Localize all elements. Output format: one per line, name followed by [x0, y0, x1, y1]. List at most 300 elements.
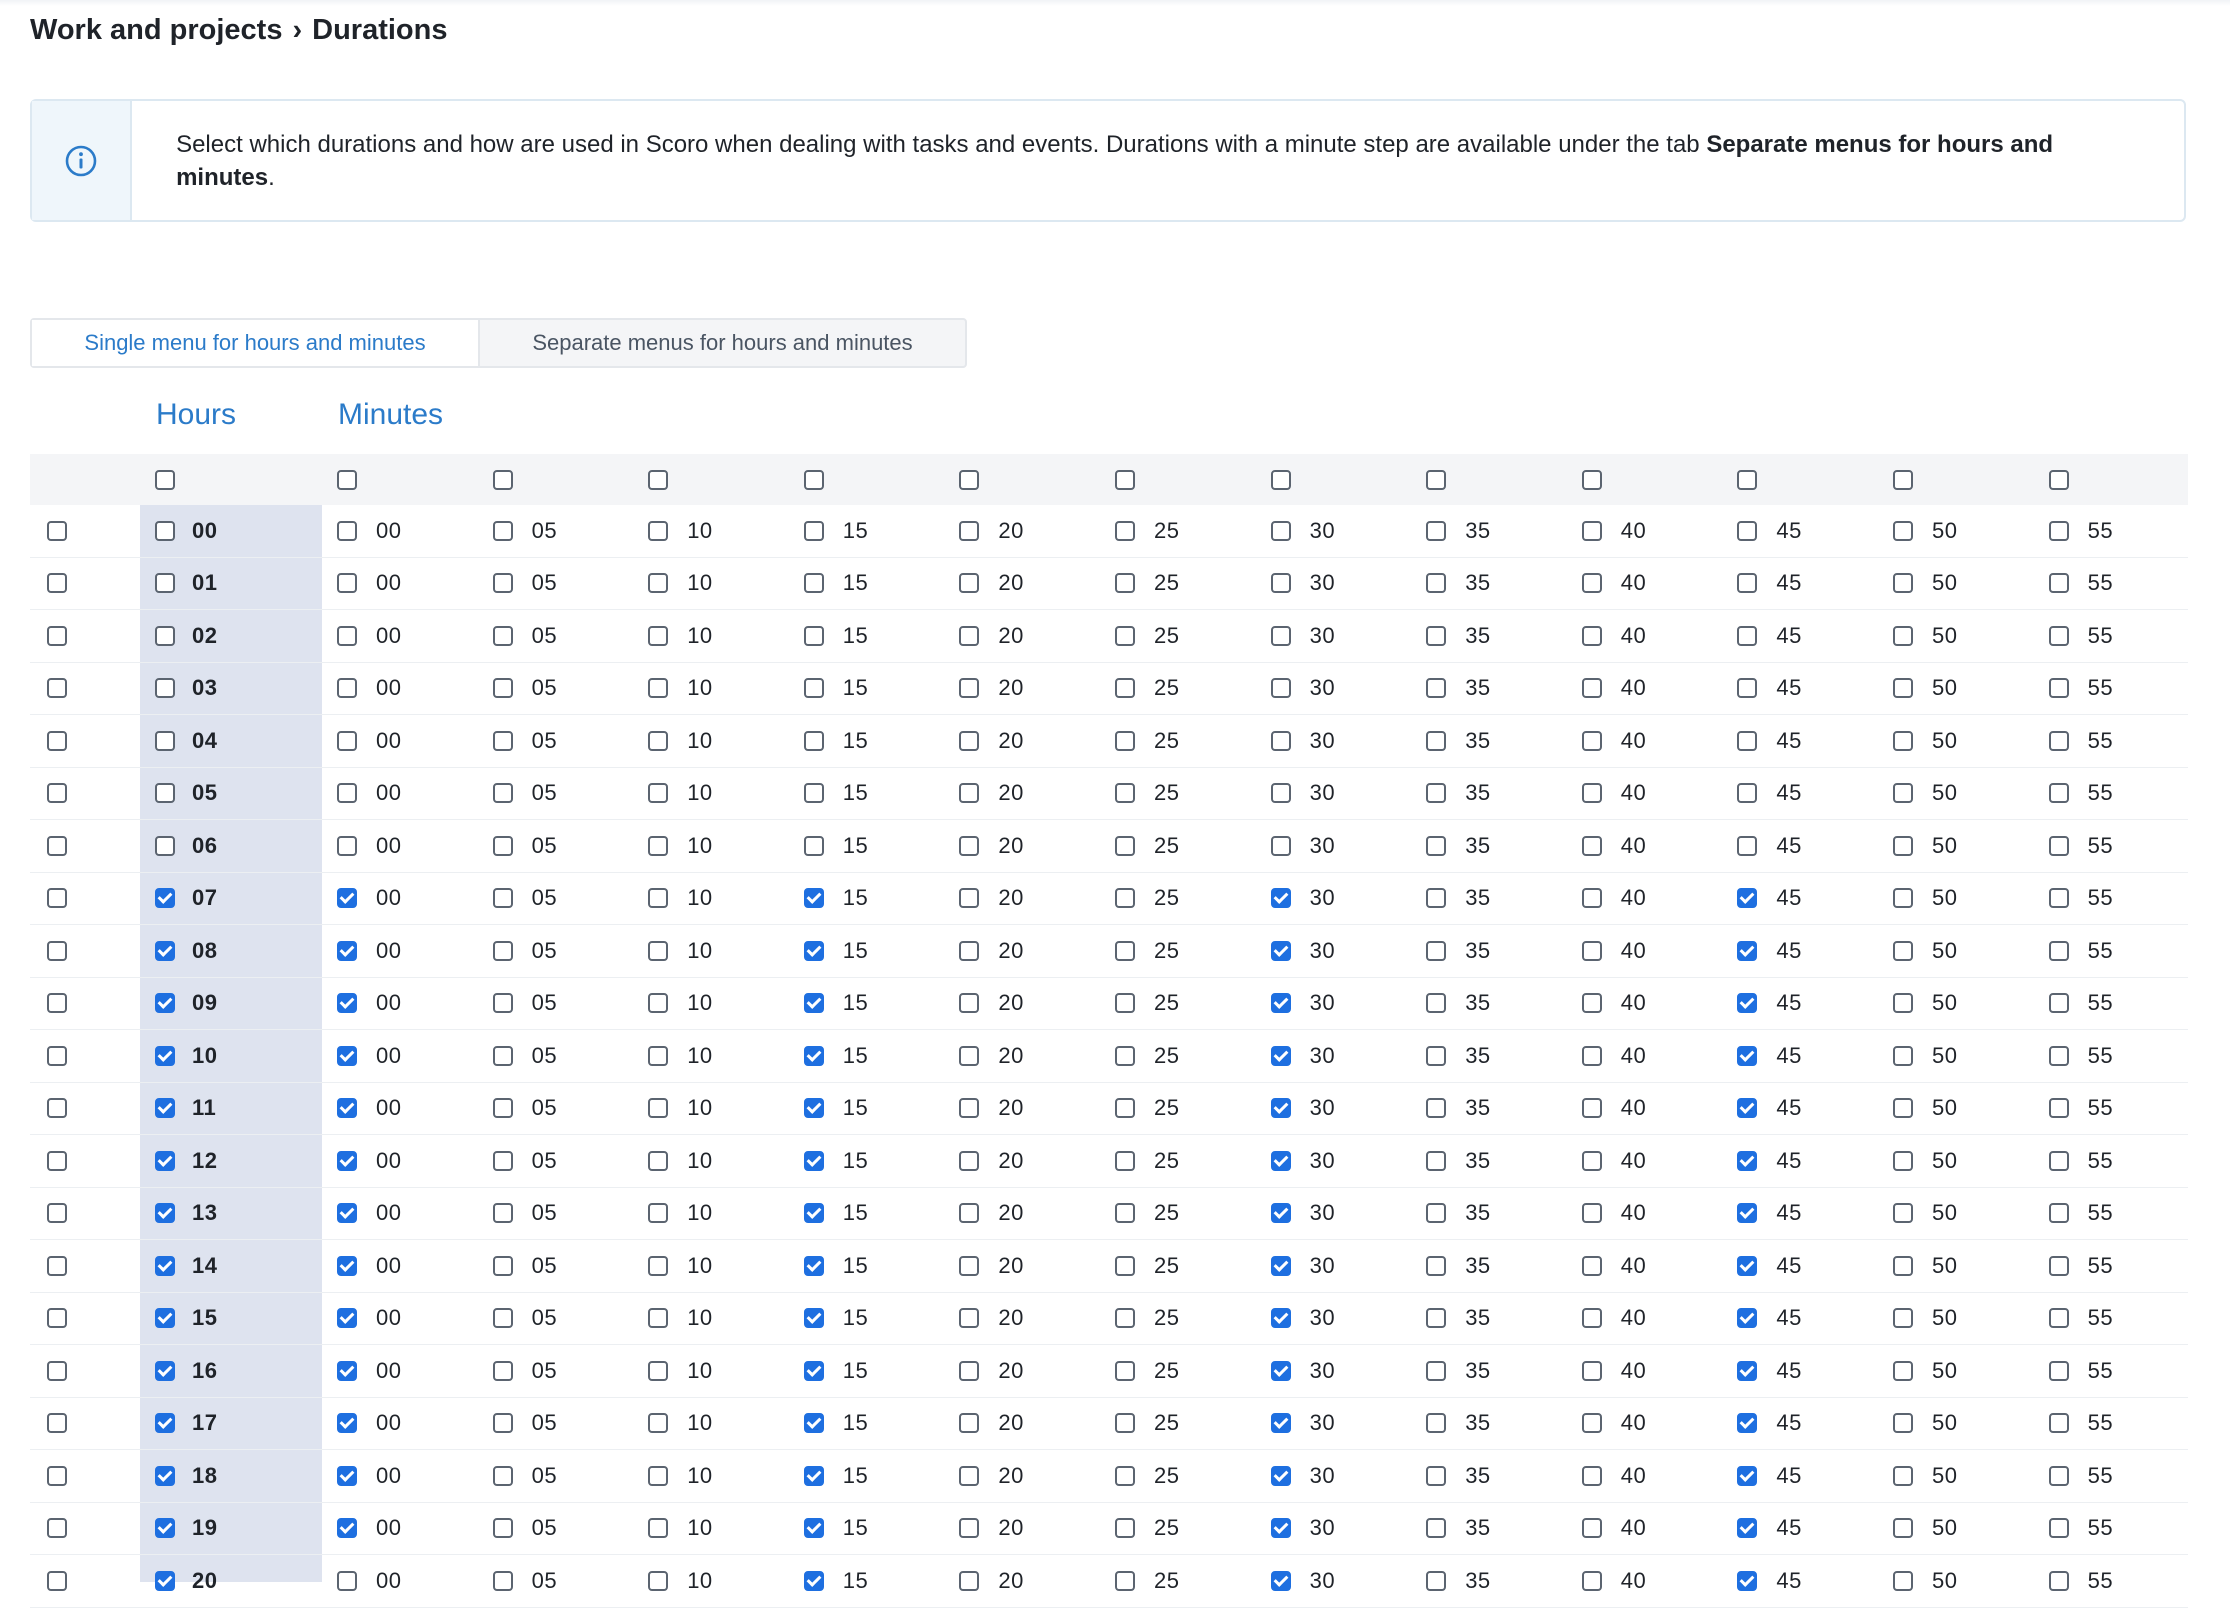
minute-checkbox[interactable]	[1737, 836, 1757, 856]
minute-checkbox[interactable]	[1271, 1571, 1291, 1591]
minute-checkbox[interactable]	[1271, 731, 1291, 751]
minute-checkbox[interactable]	[804, 1361, 824, 1381]
minute-checkbox[interactable]	[1737, 941, 1757, 961]
minute-checkbox[interactable]	[2049, 1308, 2069, 1328]
select-all-minute-00-checkbox[interactable]	[337, 470, 357, 490]
select-all-minute-55-checkbox[interactable]	[2049, 470, 2069, 490]
hour-checkbox[interactable]	[155, 1518, 175, 1538]
minute-checkbox[interactable]	[1115, 1098, 1135, 1118]
minute-checkbox[interactable]	[2049, 888, 2069, 908]
row-select-checkbox[interactable]	[47, 993, 67, 1013]
hour-checkbox[interactable]	[155, 1046, 175, 1066]
minute-checkbox[interactable]	[1271, 1098, 1291, 1118]
minute-checkbox[interactable]	[2049, 1413, 2069, 1433]
minute-checkbox[interactable]	[1893, 1361, 1913, 1381]
select-all-minute-30-checkbox[interactable]	[1271, 470, 1291, 490]
minute-checkbox[interactable]	[1582, 626, 1602, 646]
minute-checkbox[interactable]	[1737, 1308, 1757, 1328]
minute-checkbox[interactable]	[648, 836, 668, 856]
minute-checkbox[interactable]	[648, 1203, 668, 1223]
minute-checkbox[interactable]	[1737, 521, 1757, 541]
tab-separate-menus[interactable]: Separate menus for hours and minutes	[532, 330, 913, 355]
minute-checkbox[interactable]	[1271, 1046, 1291, 1066]
minute-checkbox[interactable]	[1426, 836, 1446, 856]
hour-checkbox[interactable]	[155, 1413, 175, 1433]
minute-checkbox[interactable]	[493, 888, 513, 908]
minute-checkbox[interactable]	[2049, 1466, 2069, 1486]
minute-checkbox[interactable]	[2049, 1151, 2069, 1171]
row-select-checkbox[interactable]	[47, 1203, 67, 1223]
minute-checkbox[interactable]	[1582, 941, 1602, 961]
minute-checkbox[interactable]	[2049, 573, 2069, 593]
minute-checkbox[interactable]	[1582, 731, 1602, 751]
minute-checkbox[interactable]	[1271, 1151, 1291, 1171]
minute-checkbox[interactable]	[1426, 1518, 1446, 1538]
minute-checkbox[interactable]	[337, 993, 357, 1013]
minute-checkbox[interactable]	[2049, 836, 2069, 856]
row-select-checkbox[interactable]	[47, 1256, 67, 1276]
hour-checkbox[interactable]	[155, 1098, 175, 1118]
minute-checkbox[interactable]	[1426, 1361, 1446, 1381]
minute-checkbox[interactable]	[1737, 1098, 1757, 1118]
minute-checkbox[interactable]	[1737, 626, 1757, 646]
minute-checkbox[interactable]	[1737, 678, 1757, 698]
row-select-checkbox[interactable]	[47, 521, 67, 541]
hour-checkbox[interactable]	[155, 1361, 175, 1381]
minute-checkbox[interactable]	[1115, 1466, 1135, 1486]
hour-checkbox[interactable]	[155, 1466, 175, 1486]
select-all-minute-35-checkbox[interactable]	[1426, 470, 1446, 490]
minute-checkbox[interactable]	[337, 1571, 357, 1591]
minute-checkbox[interactable]	[1893, 941, 1913, 961]
minute-checkbox[interactable]	[337, 1308, 357, 1328]
minute-checkbox[interactable]	[1426, 1466, 1446, 1486]
minute-checkbox[interactable]	[337, 626, 357, 646]
minute-checkbox[interactable]	[1426, 1256, 1446, 1276]
minute-checkbox[interactable]	[2049, 1098, 2069, 1118]
minute-checkbox[interactable]	[1115, 573, 1135, 593]
minute-checkbox[interactable]	[1426, 731, 1446, 751]
minute-checkbox[interactable]	[959, 626, 979, 646]
minute-checkbox[interactable]	[1115, 626, 1135, 646]
minute-checkbox[interactable]	[1271, 678, 1291, 698]
row-select-checkbox[interactable]	[47, 1518, 67, 1538]
minute-checkbox[interactable]	[648, 521, 668, 541]
minute-checkbox[interactable]	[2049, 678, 2069, 698]
minute-checkbox[interactable]	[959, 783, 979, 803]
minute-checkbox[interactable]	[804, 626, 824, 646]
minute-checkbox[interactable]	[337, 1256, 357, 1276]
minute-checkbox[interactable]	[2049, 1046, 2069, 1066]
hour-checkbox[interactable]	[155, 626, 175, 646]
minute-checkbox[interactable]	[648, 731, 668, 751]
select-all-hours-checkbox[interactable]	[155, 470, 175, 490]
minute-checkbox[interactable]	[804, 888, 824, 908]
row-select-checkbox[interactable]	[47, 783, 67, 803]
minute-checkbox[interactable]	[337, 731, 357, 751]
minute-checkbox[interactable]	[1893, 678, 1913, 698]
minute-checkbox[interactable]	[959, 1308, 979, 1328]
minute-checkbox[interactable]	[1582, 1308, 1602, 1328]
minute-checkbox[interactable]	[1737, 783, 1757, 803]
hour-checkbox[interactable]	[155, 678, 175, 698]
minute-checkbox[interactable]	[2049, 1203, 2069, 1223]
minute-checkbox[interactable]	[1271, 836, 1291, 856]
minute-checkbox[interactable]	[804, 836, 824, 856]
minute-checkbox[interactable]	[804, 783, 824, 803]
minute-checkbox[interactable]	[1582, 1361, 1602, 1381]
minute-checkbox[interactable]	[1115, 1151, 1135, 1171]
minute-checkbox[interactable]	[1115, 993, 1135, 1013]
minute-checkbox[interactable]	[959, 1413, 979, 1433]
minute-checkbox[interactable]	[1893, 1308, 1913, 1328]
minute-checkbox[interactable]	[1115, 521, 1135, 541]
minute-checkbox[interactable]	[959, 1518, 979, 1538]
row-select-checkbox[interactable]	[47, 836, 67, 856]
minute-checkbox[interactable]	[1582, 521, 1602, 541]
row-select-checkbox[interactable]	[47, 1571, 67, 1591]
minute-checkbox[interactable]	[1115, 783, 1135, 803]
hour-checkbox[interactable]	[155, 1308, 175, 1328]
minute-checkbox[interactable]	[959, 1256, 979, 1276]
minute-checkbox[interactable]	[337, 1151, 357, 1171]
row-select-checkbox[interactable]	[47, 626, 67, 646]
minute-checkbox[interactable]	[493, 941, 513, 961]
select-all-minute-10-checkbox[interactable]	[648, 470, 668, 490]
minute-checkbox[interactable]	[493, 1098, 513, 1118]
minute-checkbox[interactable]	[337, 1203, 357, 1223]
minute-checkbox[interactable]	[804, 1518, 824, 1538]
minute-checkbox[interactable]	[337, 941, 357, 961]
minute-checkbox[interactable]	[804, 1308, 824, 1328]
minute-checkbox[interactable]	[959, 573, 979, 593]
minute-checkbox[interactable]	[493, 783, 513, 803]
row-select-checkbox[interactable]	[47, 1308, 67, 1328]
minute-checkbox[interactable]	[804, 1571, 824, 1591]
hour-checkbox[interactable]	[155, 521, 175, 541]
minute-checkbox[interactable]	[1582, 1571, 1602, 1591]
minute-checkbox[interactable]	[648, 1571, 668, 1591]
minute-checkbox[interactable]	[1271, 1203, 1291, 1223]
minute-checkbox[interactable]	[804, 521, 824, 541]
minute-checkbox[interactable]	[1271, 626, 1291, 646]
minute-checkbox[interactable]	[804, 1413, 824, 1433]
minute-checkbox[interactable]	[1271, 1256, 1291, 1276]
minute-checkbox[interactable]	[804, 573, 824, 593]
minute-checkbox[interactable]	[1737, 1046, 1757, 1066]
minute-checkbox[interactable]	[804, 1256, 824, 1276]
minute-checkbox[interactable]	[1737, 888, 1757, 908]
minute-checkbox[interactable]	[1426, 626, 1446, 646]
minute-checkbox[interactable]	[648, 783, 668, 803]
minute-checkbox[interactable]	[337, 573, 357, 593]
minute-checkbox[interactable]	[493, 993, 513, 1013]
minute-checkbox[interactable]	[1271, 1308, 1291, 1328]
minute-checkbox[interactable]	[1271, 1361, 1291, 1381]
minute-checkbox[interactable]	[1271, 993, 1291, 1013]
minute-checkbox[interactable]	[1115, 1413, 1135, 1433]
minute-checkbox[interactable]	[337, 521, 357, 541]
minute-checkbox[interactable]	[1582, 993, 1602, 1013]
minute-checkbox[interactable]	[804, 1151, 824, 1171]
minute-checkbox[interactable]	[1115, 1361, 1135, 1381]
minute-checkbox[interactable]	[1115, 888, 1135, 908]
row-select-checkbox[interactable]	[47, 1046, 67, 1066]
minute-checkbox[interactable]	[648, 888, 668, 908]
hour-checkbox[interactable]	[155, 1203, 175, 1223]
minute-checkbox[interactable]	[1582, 573, 1602, 593]
minute-checkbox[interactable]	[1737, 1413, 1757, 1433]
minute-checkbox[interactable]	[959, 1098, 979, 1118]
minute-checkbox[interactable]	[1737, 1256, 1757, 1276]
hour-checkbox[interactable]	[155, 783, 175, 803]
minute-checkbox[interactable]	[337, 783, 357, 803]
minute-checkbox[interactable]	[337, 836, 357, 856]
row-select-checkbox[interactable]	[47, 1466, 67, 1486]
minute-checkbox[interactable]	[648, 1046, 668, 1066]
minute-checkbox[interactable]	[493, 678, 513, 698]
minute-checkbox[interactable]	[337, 678, 357, 698]
hour-checkbox[interactable]	[155, 573, 175, 593]
minute-checkbox[interactable]	[959, 521, 979, 541]
minute-checkbox[interactable]	[1582, 1518, 1602, 1538]
minute-checkbox[interactable]	[648, 993, 668, 1013]
select-all-minute-15-checkbox[interactable]	[804, 470, 824, 490]
minute-checkbox[interactable]	[2049, 1518, 2069, 1538]
minute-checkbox[interactable]	[1582, 1413, 1602, 1433]
minute-checkbox[interactable]	[493, 836, 513, 856]
minute-checkbox[interactable]	[493, 1308, 513, 1328]
select-all-minute-50-checkbox[interactable]	[1893, 470, 1913, 490]
minute-checkbox[interactable]	[1271, 1413, 1291, 1433]
select-all-minute-05-checkbox[interactable]	[493, 470, 513, 490]
minute-checkbox[interactable]	[1115, 1308, 1135, 1328]
minute-checkbox[interactable]	[959, 993, 979, 1013]
minute-checkbox[interactable]	[804, 731, 824, 751]
select-all-minute-25-checkbox[interactable]	[1115, 470, 1135, 490]
minute-checkbox[interactable]	[1737, 1518, 1757, 1538]
minute-checkbox[interactable]	[1893, 1203, 1913, 1223]
row-select-checkbox[interactable]	[47, 731, 67, 751]
hour-checkbox[interactable]	[155, 993, 175, 1013]
minute-checkbox[interactable]	[1893, 1413, 1913, 1433]
minute-checkbox[interactable]	[1893, 626, 1913, 646]
minute-checkbox[interactable]	[648, 1361, 668, 1381]
row-select-checkbox[interactable]	[47, 1361, 67, 1381]
minute-checkbox[interactable]	[804, 993, 824, 1013]
minute-checkbox[interactable]	[1893, 1046, 1913, 1066]
minute-checkbox[interactable]	[2049, 783, 2069, 803]
minute-checkbox[interactable]	[1737, 1151, 1757, 1171]
minute-checkbox[interactable]	[1426, 783, 1446, 803]
minute-checkbox[interactable]	[1582, 1466, 1602, 1486]
minute-checkbox[interactable]	[1737, 1466, 1757, 1486]
minute-checkbox[interactable]	[1115, 941, 1135, 961]
minute-checkbox[interactable]	[1582, 1203, 1602, 1223]
minute-checkbox[interactable]	[2049, 1361, 2069, 1381]
minute-checkbox[interactable]	[493, 1361, 513, 1381]
minute-checkbox[interactable]	[493, 731, 513, 751]
minute-checkbox[interactable]	[1737, 1571, 1757, 1591]
minute-checkbox[interactable]	[959, 888, 979, 908]
minute-checkbox[interactable]	[337, 1361, 357, 1381]
minute-checkbox[interactable]	[1582, 836, 1602, 856]
row-select-checkbox[interactable]	[47, 888, 67, 908]
minute-checkbox[interactable]	[959, 1046, 979, 1066]
minute-checkbox[interactable]	[959, 1466, 979, 1486]
minute-checkbox[interactable]	[1426, 1046, 1446, 1066]
minute-checkbox[interactable]	[493, 1203, 513, 1223]
select-all-minute-40-checkbox[interactable]	[1582, 470, 1602, 490]
minute-checkbox[interactable]	[337, 1518, 357, 1538]
minute-checkbox[interactable]	[1426, 1203, 1446, 1223]
minute-checkbox[interactable]	[648, 678, 668, 698]
minute-checkbox[interactable]	[1271, 783, 1291, 803]
minute-checkbox[interactable]	[2049, 993, 2069, 1013]
minute-checkbox[interactable]	[1426, 888, 1446, 908]
minute-checkbox[interactable]	[2049, 626, 2069, 646]
minute-checkbox[interactable]	[804, 1203, 824, 1223]
minute-checkbox[interactable]	[1893, 1466, 1913, 1486]
minute-checkbox[interactable]	[959, 1571, 979, 1591]
minute-checkbox[interactable]	[1737, 1203, 1757, 1223]
minute-checkbox[interactable]	[804, 678, 824, 698]
minute-checkbox[interactable]	[648, 1466, 668, 1486]
minute-checkbox[interactable]	[1426, 521, 1446, 541]
row-select-checkbox[interactable]	[47, 573, 67, 593]
hour-checkbox[interactable]	[155, 888, 175, 908]
row-select-checkbox[interactable]	[47, 941, 67, 961]
minute-checkbox[interactable]	[1582, 1098, 1602, 1118]
minute-checkbox[interactable]	[648, 1256, 668, 1276]
minute-checkbox[interactable]	[1115, 1203, 1135, 1223]
minute-checkbox[interactable]	[493, 1466, 513, 1486]
minute-checkbox[interactable]	[959, 1203, 979, 1223]
minute-checkbox[interactable]	[1426, 993, 1446, 1013]
minute-checkbox[interactable]	[1115, 731, 1135, 751]
minute-checkbox[interactable]	[1582, 1256, 1602, 1276]
row-select-checkbox[interactable]	[47, 1151, 67, 1171]
minute-checkbox[interactable]	[648, 1151, 668, 1171]
minute-checkbox[interactable]	[337, 1046, 357, 1066]
minute-checkbox[interactable]	[493, 573, 513, 593]
minute-checkbox[interactable]	[2049, 941, 2069, 961]
minute-checkbox[interactable]	[1271, 1518, 1291, 1538]
minute-checkbox[interactable]	[1893, 783, 1913, 803]
minute-checkbox[interactable]	[1893, 1518, 1913, 1538]
minute-checkbox[interactable]	[1426, 941, 1446, 961]
minute-checkbox[interactable]	[1582, 1046, 1602, 1066]
minute-checkbox[interactable]	[1893, 993, 1913, 1013]
minute-checkbox[interactable]	[337, 1098, 357, 1118]
breadcrumb-parent[interactable]: Work and projects	[30, 14, 283, 46]
minute-checkbox[interactable]	[1893, 731, 1913, 751]
minute-checkbox[interactable]	[493, 1413, 513, 1433]
minute-checkbox[interactable]	[337, 1466, 357, 1486]
minute-checkbox[interactable]	[959, 1361, 979, 1381]
minute-checkbox[interactable]	[1426, 1571, 1446, 1591]
minute-checkbox[interactable]	[648, 1413, 668, 1433]
minute-checkbox[interactable]	[1115, 836, 1135, 856]
minute-checkbox[interactable]	[1893, 1098, 1913, 1118]
minute-checkbox[interactable]	[648, 626, 668, 646]
minute-checkbox[interactable]	[1893, 1151, 1913, 1171]
minute-checkbox[interactable]	[648, 573, 668, 593]
minute-checkbox[interactable]	[959, 1151, 979, 1171]
hour-checkbox[interactable]	[155, 941, 175, 961]
minute-checkbox[interactable]	[959, 836, 979, 856]
minute-checkbox[interactable]	[648, 1308, 668, 1328]
row-select-checkbox[interactable]	[47, 1413, 67, 1433]
minute-checkbox[interactable]	[1893, 1571, 1913, 1591]
minute-checkbox[interactable]	[959, 941, 979, 961]
minute-checkbox[interactable]	[804, 1098, 824, 1118]
minute-checkbox[interactable]	[959, 678, 979, 698]
minute-checkbox[interactable]	[1426, 1308, 1446, 1328]
minute-checkbox[interactable]	[493, 1571, 513, 1591]
minute-checkbox[interactable]	[1115, 678, 1135, 698]
minute-checkbox[interactable]	[2049, 1256, 2069, 1276]
minute-checkbox[interactable]	[1893, 836, 1913, 856]
minute-checkbox[interactable]	[1115, 1518, 1135, 1538]
minute-checkbox[interactable]	[804, 1046, 824, 1066]
minute-checkbox[interactable]	[337, 1413, 357, 1433]
minute-checkbox[interactable]	[493, 626, 513, 646]
minute-checkbox[interactable]	[1426, 678, 1446, 698]
minute-checkbox[interactable]	[804, 1466, 824, 1486]
hour-checkbox[interactable]	[155, 836, 175, 856]
minute-checkbox[interactable]	[959, 731, 979, 751]
minute-checkbox[interactable]	[1737, 731, 1757, 751]
minute-checkbox[interactable]	[648, 1098, 668, 1118]
minute-checkbox[interactable]	[1893, 573, 1913, 593]
minute-checkbox[interactable]	[493, 1046, 513, 1066]
minute-checkbox[interactable]	[493, 1256, 513, 1276]
row-select-checkbox[interactable]	[47, 678, 67, 698]
select-all-minute-45-checkbox[interactable]	[1737, 470, 1757, 490]
tab-single-menu[interactable]: Single menu for hours and minutes	[32, 320, 480, 366]
hour-checkbox[interactable]	[155, 1256, 175, 1276]
minute-checkbox[interactable]	[1426, 1413, 1446, 1433]
minute-checkbox[interactable]	[1271, 521, 1291, 541]
minute-checkbox[interactable]	[1737, 1361, 1757, 1381]
minute-checkbox[interactable]	[2049, 521, 2069, 541]
minute-checkbox[interactable]	[1426, 1151, 1446, 1171]
hour-checkbox[interactable]	[155, 1151, 175, 1171]
minute-checkbox[interactable]	[1582, 888, 1602, 908]
minute-checkbox[interactable]	[1271, 573, 1291, 593]
minute-checkbox[interactable]	[1582, 783, 1602, 803]
minute-checkbox[interactable]	[1893, 1256, 1913, 1276]
minute-checkbox[interactable]	[1737, 573, 1757, 593]
minute-checkbox[interactable]	[2049, 1571, 2069, 1591]
hour-checkbox[interactable]	[155, 731, 175, 751]
minute-checkbox[interactable]	[1115, 1571, 1135, 1591]
row-select-checkbox[interactable]	[47, 1098, 67, 1118]
minute-checkbox[interactable]	[1115, 1046, 1135, 1066]
hour-checkbox[interactable]	[155, 1571, 175, 1591]
minute-checkbox[interactable]	[1271, 1466, 1291, 1486]
minute-checkbox[interactable]	[493, 1518, 513, 1538]
minute-checkbox[interactable]	[1115, 1256, 1135, 1276]
minute-checkbox[interactable]	[1426, 1098, 1446, 1118]
minute-checkbox[interactable]	[1426, 573, 1446, 593]
minute-checkbox[interactable]	[493, 1151, 513, 1171]
minute-checkbox[interactable]	[1893, 888, 1913, 908]
minute-checkbox[interactable]	[1582, 1151, 1602, 1171]
minute-checkbox[interactable]	[1893, 521, 1913, 541]
minute-checkbox[interactable]	[337, 888, 357, 908]
